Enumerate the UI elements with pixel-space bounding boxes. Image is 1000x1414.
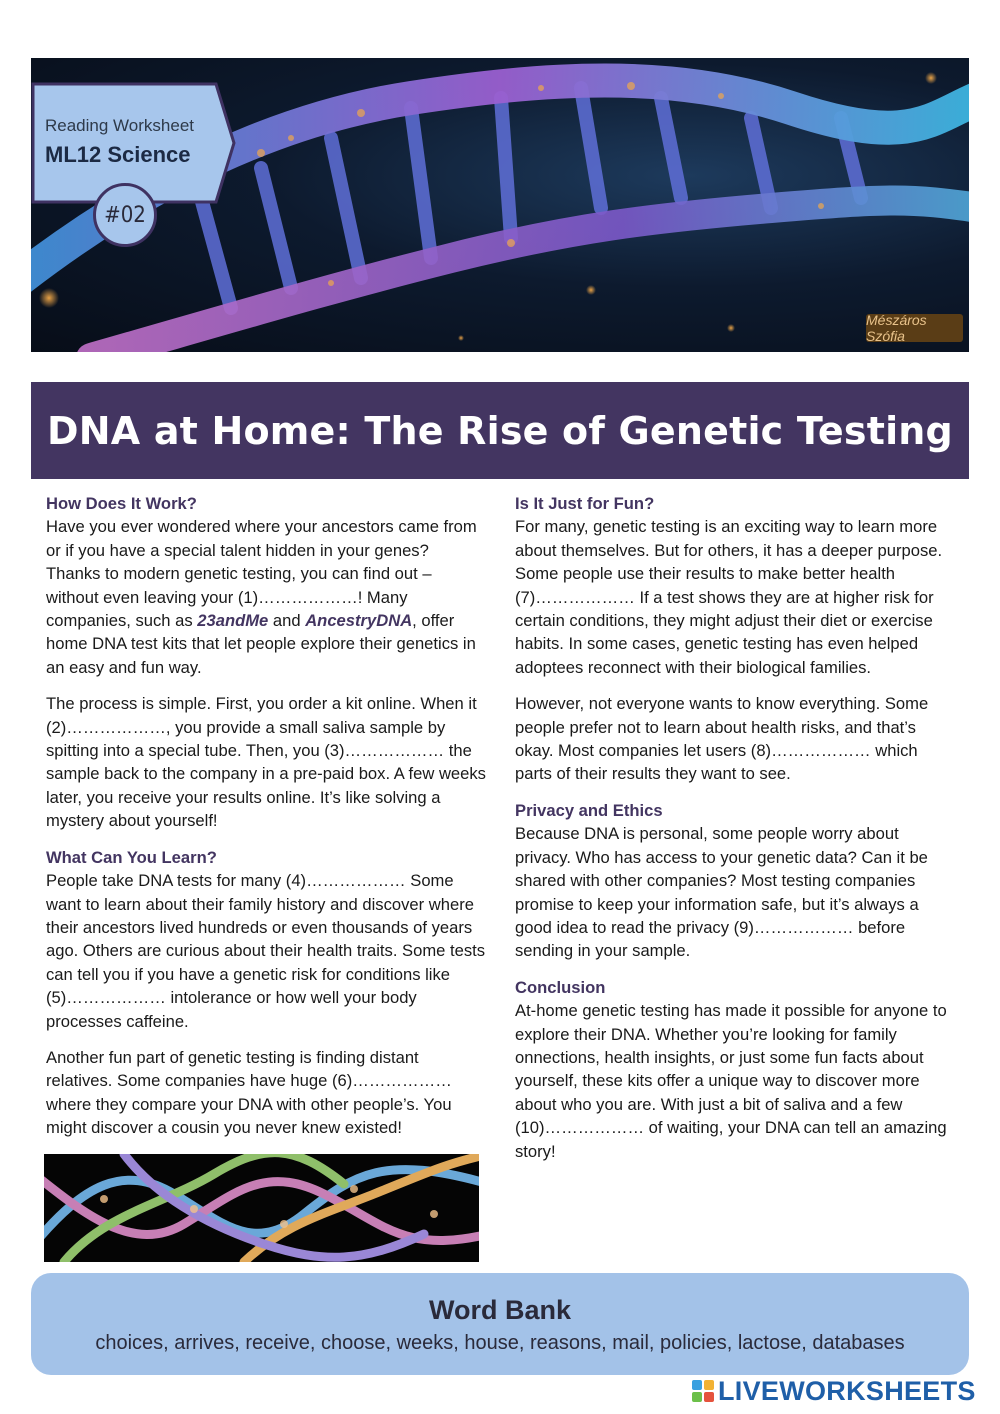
text-segment: and: [268, 611, 306, 631]
logo-text: LIVEWORKSHEETS: [718, 1375, 976, 1406]
text-segment: , offer home DNA test kits that let people explore their genetics in an easy and fun way.: [46, 611, 476, 677]
dna-strands-illustration: [44, 1154, 479, 1262]
page-title: DNA at Home: The Rise of Genetic Testing: [47, 408, 953, 453]
brand-ancestrydna: AncestryDNA: [305, 611, 413, 631]
word-bank: [31, 1273, 969, 1375]
word-bank-words: choices, arrives, receive, choose, weeks, house, reasons, mail, policies, lactose, databases: [95, 1332, 905, 1354]
paragraph-privacy-1: Because DNA is personal, some people worry about privacy. Who has access to your genetic data? Can it be shared with other companies? Most testing companies promise to keep your information safe, but it’s always a good idea to read the privacy (9)……………… before sending in your sample.: [515, 824, 928, 961]
dna-strands-image: [44, 1154, 479, 1262]
author-credit: Mészáros Szófia: [866, 314, 963, 342]
left-column: [46, 492, 486, 1153]
paragraph-how-2: The process is simple. First, you order a kit online. When it (2)………………, you provide a small saliva sample by spitting into a special tube. Then, you (3)……………… the sample back to the company in a pre-paid box. A few weeks later, you receive your results online. It’s like solving a mystery about yourself!: [46, 694, 486, 831]
title-bar: [31, 382, 969, 479]
text-segment: Have you ever wondered where your ancestors came from or if you have a special talent hidden in your genes? Thanks to modern genetic testing, you can find out – without even leaving your (1)………………! Many companies, such as: [46, 517, 477, 631]
brand-23andme: 23andMe: [197, 611, 269, 631]
word-bank-title: Word Bank: [428, 1295, 571, 1325]
liveworksheets-logo: [692, 1376, 976, 1406]
right-column: [515, 492, 957, 1176]
paragraph-learn-1: People take DNA tests for many (4)……………… Some want to learn about their family history and discover where their ancestors lived hundreds or even thousands of years ago. Others are curious about their health traits. Some tests can tell you if you have a genetic risk for conditions like (5)……………… intolerance or how well your body processes caffeine.: [46, 871, 486, 1031]
section-heading-fun: Is It Just for Fun?: [515, 494, 655, 513]
worksheet-number: #02: [93, 183, 157, 247]
paragraph-conclusion-1: At-home genetic testing has made it possible for anyone to explore their DNA. Whether you’re looking for family onnections, health insights, or just some fun facts about yourself, these kits offer a unique way to discover more about who you are. With just a bit of saliva and a few (10)……………… of waiting, your DNA can tell an amazing story!: [515, 1001, 947, 1161]
section-heading-privacy: Privacy and Ethics: [515, 800, 663, 820]
badge-subtitle: Reading Worksheet: [45, 116, 194, 135]
section-heading-how: How Does It Work?: [46, 494, 197, 513]
paragraph-fun-1: For many, genetic testing is an exciting way to learn more about themselves. But for others, it has a deeper purpose. Some people use their results to make better health (7)……………… If a test shows they are at higher risk for certain conditions, they might adjust their diet or exercise habits. In some cases, genetic testing has even helped adoptees reconnect with their biological families.: [515, 517, 943, 677]
section-heading-conclusion: Conclusion: [515, 977, 606, 997]
badge-course: ML12 Science: [45, 142, 191, 167]
section-heading-learn: What Can You Learn?: [46, 847, 217, 867]
paragraph-fun-2: However, not everyone wants to know everything. Some people prefer not to learn about health risks, and that’s okay. Most companies let users (8)……………… which parts of their results they want to see.: [515, 694, 929, 784]
paragraph-how-1: [46, 515, 486, 679]
logo-grid-icon: [692, 1380, 714, 1402]
paragraph-learn-2: Another fun part of genetic testing is finding distant relatives. Some companies have huge (6)……………… where they compare your DNA with other people’s. You might discover a cousin you never knew existed!: [46, 1047, 452, 1138]
